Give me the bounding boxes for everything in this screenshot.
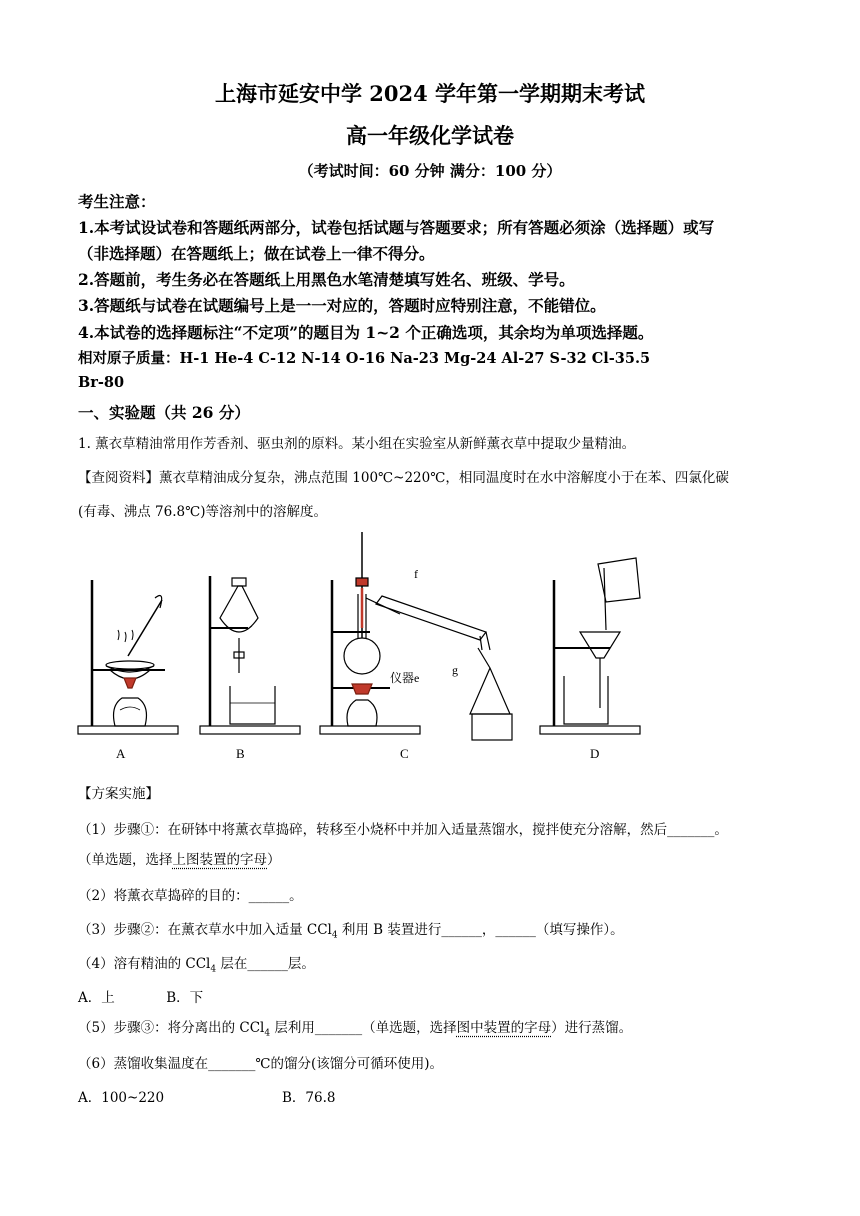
notice-item-4: 4.本试卷的选择题标注“不定项”的题目为 1~2 个正确选项，其余均为单项选择题。 [78, 323, 654, 342]
apparatus-figure [70, 528, 690, 768]
atomic-mass-line1: 相对原子质量：H-1 He-4 C-12 N-14 O-16 Na-23 Mg-24 Al-27 S-32 Cl-35.5 [78, 350, 651, 367]
label-c: C [400, 746, 409, 761]
notice-item-3: 3.答题纸与试卷在试题编号上是一一对应的，答题时应特别注意，不能错位。 [78, 296, 606, 315]
q6-option-a: A．100~220 [78, 1090, 165, 1106]
apparatus-d [540, 558, 640, 734]
q1-line2-post: ） [267, 852, 281, 868]
atomic-mass-line2: Br-80 [78, 374, 125, 391]
q1-line1: （1）步骤①：在研钵中将薰衣草捣碎，转移至小烧杯中并加入适量蒸馏水，搅拌使充分溶解，然后_______。 [78, 822, 728, 838]
q4 [78, 952, 315, 975]
apparatus-b [200, 576, 300, 734]
q1-line2-pre: （单选题，选择 [78, 852, 173, 868]
q3 [78, 918, 624, 941]
q6: （6）蒸馏收集温度在_______℃的馏分(该馏分可循环使用)。 [78, 1056, 443, 1072]
label-f: f [414, 567, 418, 581]
notice-item-2: 2.答题前，考生务必在答题纸上用黑色水笔清楚填写姓名、班级、学号。 [78, 270, 575, 289]
q5-sub: 4 [264, 1028, 271, 1039]
apparatus-a [78, 580, 178, 734]
q5-pre: （5）步骤③：将分离出的 CCl [78, 1020, 265, 1036]
notice-item-1b: （非选择题）在答题纸上；做在试卷上一律不得分。 [78, 244, 435, 263]
q3-pre: （3）步骤②：在薰衣草水中加入适量 CCl [78, 922, 332, 938]
label-d: D [590, 746, 600, 761]
q6-option-b: B．76.8 [282, 1090, 336, 1106]
notice-heading: 考生注意： [78, 192, 156, 211]
label-g: g [452, 663, 458, 677]
q4-pre: （4）溶有精油的 CCl [78, 956, 211, 972]
label-e: 仪器e [390, 671, 420, 685]
exam-info: （考试时间：60 分钟 满分：100 分） [298, 162, 562, 180]
q5 [78, 1016, 632, 1039]
question-intro: 1. 薰衣草精油常用作芳香剂、驱虫剂的原料。某小组在实验室从新鲜薰衣草中提取少量精油。 [78, 436, 636, 452]
q3-sub: 4 [331, 930, 338, 941]
exam-subtitle: 高一年级化学试卷 [346, 123, 514, 148]
q1-line2 [78, 848, 281, 868]
q2: （2）将薰衣草捣碎的目的：______。 [78, 888, 303, 904]
info-line-1: 【查阅资料】薰衣草精油成分复杂，沸点范围 100℃~220℃，相同温度时在水中溶解度小于在苯、四氯化碳 [78, 470, 729, 486]
q3-post: 利用 B 装置进行______，______（填写操作）。 [337, 922, 624, 938]
exam-title: 上海市延安中学 2024 学年第一学期期末考试 [214, 81, 646, 106]
q4-options: A．上 B．下 [78, 990, 204, 1006]
label-b: B [236, 746, 245, 761]
info-line-2: (有毒、沸点 76.8℃)等溶剂中的溶解度。 [78, 504, 327, 520]
apparatus-c [320, 532, 512, 740]
q4-post: 层在______层。 [216, 956, 315, 972]
section-heading: 一、实验题（共 26 分） [78, 403, 250, 422]
q4-sub: 4 [210, 964, 217, 975]
label-a: A [116, 746, 126, 761]
q1-line2-emphasis: 上图装置的字母 [172, 852, 267, 868]
plan-heading: 【方案实施】 [78, 786, 159, 802]
q5-post: ）进行蒸馏。 [551, 1020, 633, 1036]
q5-emphasis: 图中装置的字母 [456, 1020, 552, 1036]
q5-mid: 层利用_______（单选题，选择 [270, 1020, 457, 1036]
notice-item-1a: 1.本考试设试卷和答题纸两部分，试卷包括试题与答题要求；所有答题必须涂（选择题）或写 [78, 218, 715, 237]
